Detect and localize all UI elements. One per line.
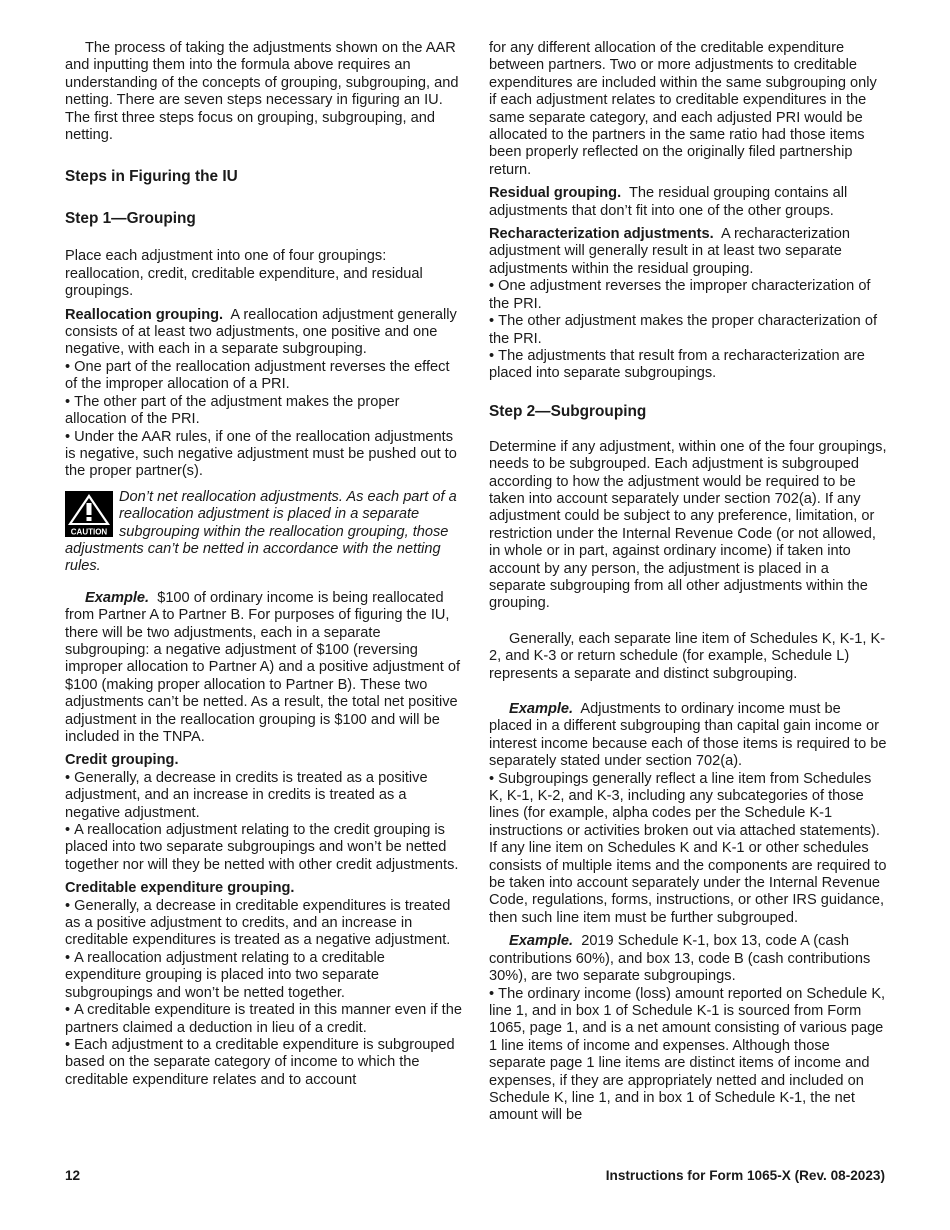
caution-text: Don’t net reallocation adjustments. As each part of a reallocation adjustment is placed in a separate subgrouping within the reallocation grouping, those adjustments can’t be netted in accordance with the netting rules. (65, 488, 457, 575)
section-heading-step2: Step 2—Subgrouping (489, 402, 647, 420)
credit-bullet: • Generally, a decrease in credits is treated as a positive adjustment, and an increase in credits is treated as a negative adjustment. (65, 769, 428, 821)
recharacterization-bullet: • The other adjustment makes the proper characterization of the PRI. (489, 313, 877, 347)
credit-title: Credit grouping. (65, 752, 179, 769)
caution-icon (65, 491, 113, 537)
example-paragraph: Example. Adjustments to ordinary income must be placed in a different subgrouping than capital gain income or interest income because each of those items is required to be separately stated under section 702(a). (489, 701, 887, 770)
form-identifier: Instructions for Form 1065-X (Rev. 08-2023) (605, 1168, 885, 1183)
continued-paragraph: for any different allocation of the creditable expenditure between partners. Two or more adjustments to creditable expenditures are included within the same subgrouping only if each adjustment relates to creditable expenditures in the same separate category, and each adjusted PRI would be allocated to the partners in the same ratio had those items been properly reflected on the originally filed partnership return. (489, 40, 877, 178)
example-label: Example. (85, 589, 150, 606)
reallocation-bullet: • Under the AAR rules, if one of the reallocation adjustments is negative, such negative adjustment must be pushed out to the proper partner(s). (65, 428, 457, 480)
credit-bullet: • A reallocation adjustment relating to the credit grouping is placed into two separate subgroupings and won’t be netted together nor will they be netted with other credit adjustments. (65, 822, 459, 873)
example-text: $100 of ordinary income is being reallocated from Partner A to Partner B. For purposes of figuring the IU, there will be two adjustments, each in a separate subgrouping: a negative adjustment of $100 (reversing improper allocation to Partner A) and a positive adjustment of $100 (making proper allocation to Partner B). These two adjustments can’t be netted. As a result, the total net positive adjustment in the reallocation grouping is $100 and will be included in the TNPA. (65, 589, 461, 745)
section-heading-step1: Step 1—Grouping (65, 210, 196, 228)
recharacterization-paragraph: Recharacterization adjustments. A recharacterization adjustment will generally result in at least two separate adjustments within the residual grouping. (489, 226, 850, 277)
example-label: Example. (509, 933, 574, 950)
subgrouping-bullet: • Subgroupings generally reflect a line item from Schedules K, K-1, K-2, and K-3, including any subcategories of those lines (for example, alpha codes per the Schedule K-1 instructions or activities broken out via attached statements). If any line item on Schedules K and K-1 or other schedules consists of multiple items and the components are required to be taken into account separately under the Internal Revenue Code, regulations, forms, instructions, or other IRS guidance, then such line item must be further subgrouped. (489, 770, 887, 926)
creditable-expenditure-bullet: • Each adjustment to a creditable expenditure is subgrouped based on the separate category of income to which the creditable expenditure relates and to account (65, 1036, 455, 1088)
step1-intro: Place each adjustment into one of four groupings: reallocation, credit, creditable expenditure, and residual groupings. (65, 248, 423, 300)
reallocation-text: A reallocation adjustment generally consists of at least two adjustments, one positive and one negative, with each in a separate subgrouping. (65, 306, 457, 358)
intro-paragraph: The process of taking the adjustments shown on the AAR and inputting them into the formula above requires an understanding of the concepts of grouping, subgrouping, and netting. There are seven steps necessary in figuring an IU. The first three steps focus on grouping, subgrouping, and netting. (65, 40, 459, 144)
recharacterization-title: Recharacterization adjustments. (489, 226, 714, 243)
caution-note (65, 489, 463, 576)
example-paragraph: Example. 2019 Schedule K-1, box 13, code A (cash contributions 60%), and box 13, code B (cash contributions 30%), are two separate subgroupings. (489, 933, 871, 985)
example-label: Example. (509, 701, 574, 717)
left-column (65, 40, 463, 1089)
section-heading-steps: Steps in Figuring the IU (65, 168, 238, 186)
generally-paragraph: Generally, each separate line item of Schedules K, K-1, K-2, and K-3 or return schedule (for example, Schedule L) represents a separate and distinct subgrouping. (489, 630, 886, 682)
recharacterization-bullet: • The adjustments that result from a recharacterization are placed into separate subgroupings. (489, 347, 865, 382)
creditable-expenditure-bullet: • A creditable expenditure is treated in this manner even if the partners claimed a deduction in lieu of a credit. (65, 1002, 462, 1036)
right-column (489, 40, 887, 1125)
creditable-expenditure-bullet: • A reallocation adjustment relating to a creditable expenditure grouping is placed into two separate subgroupings and won’t be netted together. (65, 949, 385, 1001)
creditable-expenditure-bullet: • Generally, a decrease in creditable expenditures is treated as a positive adjustment to credits, and an increase in creditable expenditures is treated as a negative adjustment. (65, 897, 451, 949)
residual-paragraph: Residual grouping. The residual grouping contains all adjustments that don’t fit into one of the other groups. (489, 185, 848, 219)
creditable-expenditure-title: Creditable expenditure grouping. (65, 880, 295, 897)
residual-title: Residual grouping. (489, 185, 622, 202)
page-number: 12 (65, 1168, 81, 1183)
ordinary-income-bullet: • The ordinary income (loss) amount reported on Schedule K, line 1, and in box 1 of Schedule K-1 is sourced from Form 1065, page 1, and is a net amount consisting of various page 1 line items of income and expenses. Although those separate page 1 line items are distinct items of income and expenses, if they are appropriately netted and included on Schedule K, line 1, and in box 1 of Schedule K-1, the net amount will be (489, 985, 886, 1124)
reallocation-title: Reallocation grouping. (65, 306, 224, 323)
reallocation-bullet: • One part of the reallocation adjustment reverses the effect of the improper allocation of a PRI. (65, 358, 450, 393)
recharacterization-bullet: • One adjustment reverses the improper characterization of the PRI. (489, 278, 871, 312)
reallocation-paragraph (65, 307, 463, 359)
step2-intro: Determine if any adjustment, within one of the four groupings, needs to be subgrouped. Each adjustment is subgrouped according to how the adjustment would be required to be taken into account separately under section 702(a). If any adjustment could be subject to any preference, limitation, or restriction under the Internal Revenue Code (or not allowed, in whole or in part, against ordinary income) if taken into account by any person, the adjustment is placed in a separate subgrouping from all other adjustments within the grouping. (489, 438, 887, 612)
caution-label: CAUTION (70, 527, 108, 537)
example-paragraph (65, 590, 463, 747)
reallocation-bullet: • The other part of the adjustment makes the proper allocation of the PRI. (65, 393, 400, 428)
